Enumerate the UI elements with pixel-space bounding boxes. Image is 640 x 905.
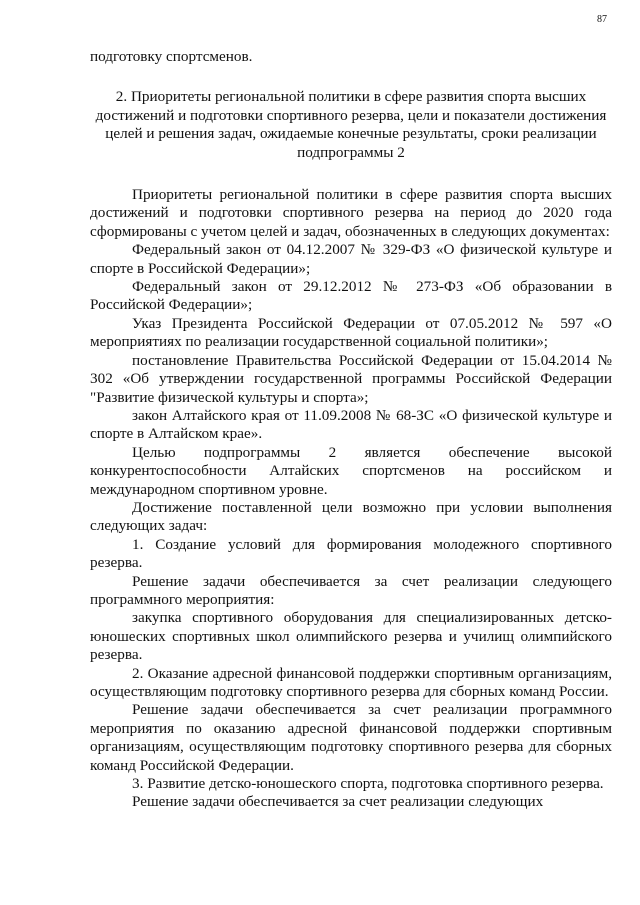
paragraph-continuation: подготовку спортсменов. <box>90 48 253 65</box>
paragraph-presidential-decree: Указ Президента Российской Федерации от 07.05.2012 № 597 «О мероприятиях по реализации государственной социальной политики»; <box>90 314 612 351</box>
paragraph-task-1: 1. Создание условий для формирования молодежного спортивного резерва. <box>90 535 612 572</box>
paragraph-task-1-solution: Решение задачи обеспечивается за счет реализации следующего программного мероприятия: <box>90 572 612 608</box>
paragraph-priorities: Приоритеты региональной политики в сфере развития спорта высших достижений и подготовки спортивного резерва на период до 2020 года сформированы с учетом целей и задач, обозначенных в следующих документах: <box>90 186 612 240</box>
paragraph-task-3: 3. Развитие детско-юношеского спорта, подготовка спортивного резерва. <box>132 775 604 793</box>
paragraph-task-2-solution: Решение задачи обеспечивается за счет реализации программного мероприятия по оказанию адресной финансовой поддержки спортивным организациям, осуществляющим подготовку спортивного резерва для сборных команд Российской Федерации. <box>90 701 612 774</box>
paragraph-government-resolution: постановление Правительства Российской Федерации от 15.04.2014 № 302 «Об утверждении государственной программы Российской Федерации "Развитие физической культуры и спорта»; <box>90 351 612 406</box>
section-heading: 2. Приоритеты региональной политики в сфере развития спорта высших достижений и подготовки спортивного резерва, цели и показатели достижения целей и решения задач, ожидаемые конечные результаты, сроки реализации подпрограммы 2 <box>95 88 607 161</box>
paragraph-goal: Целью подпрограммы 2 является обеспечение высокой конкурентоспособности Алтайских спортсменов на российском и международном спортивном уровне. <box>90 443 612 498</box>
paragraph-tasks-intro: Достижение поставленной цели возможно при условии выполнения следующих задач: <box>90 498 612 535</box>
paragraph-federal-law-273: Федеральный закон от 29.12.2012 № 273-ФЗ «Об образовании в Российской Федерации»; <box>90 278 612 314</box>
paragraph-federal-law-329: Федеральный закон от 04.12.2007 № 329-ФЗ «О физической культуре и спорте в Российской Федерации»; <box>90 241 612 277</box>
paragraph-task-1-measure: закупка спортивного оборудования для специализированных детско-юношеских спортивных школ олимпийского резерва и училищ олимпийского резерва. <box>90 609 612 664</box>
paragraph-altai-law: закон Алтайского края от 11.09.2008 № 68-ЗС «О физической культуре и спорте в Алтайском крае». <box>90 406 612 443</box>
paragraph-task-2: 2. Оказание адресной финансовой поддержки спортивным организациям, осуществляющим подготовку спортивного резерва для сборных команд России. <box>90 664 612 700</box>
page-number: 87 <box>597 14 607 25</box>
document-body <box>90 48 612 812</box>
paragraph-task-3-solution: Решение задачи обеспечивается за счет реализации следующих <box>132 793 544 811</box>
